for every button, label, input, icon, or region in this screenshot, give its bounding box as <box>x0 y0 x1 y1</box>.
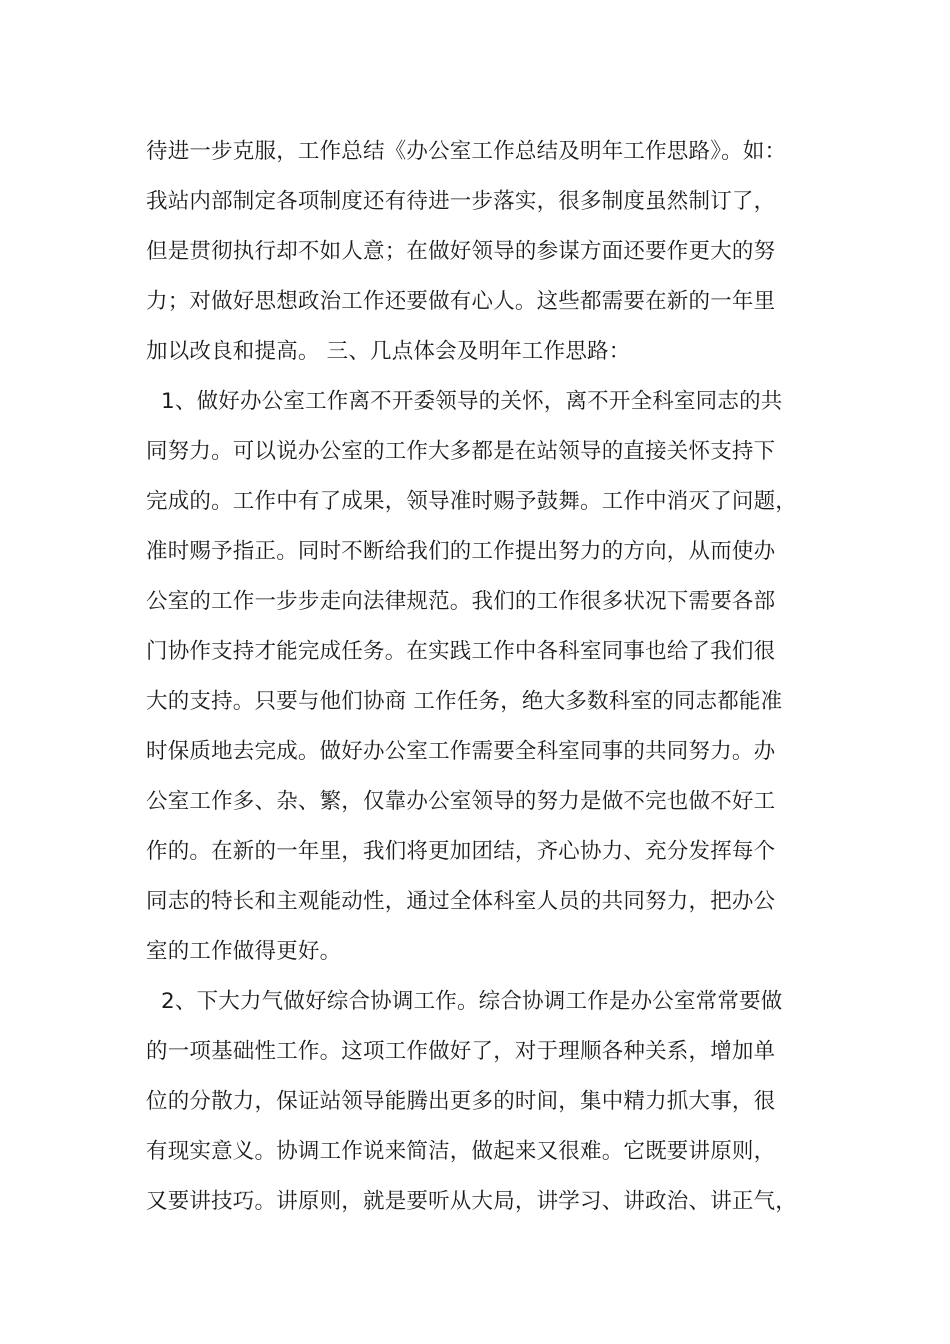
text-line: 公室工作多、杂、繁，仅靠办公室领导的努力是做不完也做不好工 <box>146 789 776 814</box>
text-line: 1、做好办公室工作离不开委领导的关怀，离不开全科室同志的共 <box>161 389 783 414</box>
text-line: 室的工作做得更好。 <box>146 939 342 964</box>
text-line: 同努力。可以说办公室的工作大多都是在站领导的直接关怀支持下 <box>146 439 776 464</box>
text-line: 加以改良和提高。 三、几点体会及明年工作思路： <box>146 339 631 364</box>
text-line: 作的。在新的一年里，我们将更加团结，齐心协力、充分发挥每个 <box>146 839 776 864</box>
text-line: 公室的工作一步步走向法律规范。我们的工作很多状况下需要各部 <box>146 589 776 614</box>
text-line: 门协作支持才能完成任务。在实践工作中各科室同事也给了我们很 <box>146 639 776 664</box>
text-line: 位的分散力，保证站领导能腾出更多的时间，集中精力抓大事，很 <box>146 1089 776 1114</box>
text-line: 力；对做好思想政治工作还要做有心人。这些都需要在新的一年里 <box>146 289 776 314</box>
text-line: 但是贯彻执行却不如人意；在做好领导的参谋方面还要作更大的努 <box>146 239 776 264</box>
text-line: 有现实意义。协调工作说来简洁，做起来又很难。它既要讲原则， <box>146 1139 776 1164</box>
text-line: 大的支持。只要与他们协商 工作任务，绝大多数科室的同志都能准 <box>146 689 783 714</box>
text-line: 时保质地去完成。做好办公室工作需要全科室同事的共同努力。办 <box>146 739 776 764</box>
text-line: 我站内部制定各项制度还有待进一步落实，很多制度虽然制订了， <box>146 189 776 214</box>
text-line: 2、下大力气做好综合协调工作。综合协调工作是办公室常常要做 <box>161 989 783 1014</box>
text-line: 同志的特长和主观能动性，通过全体科室人员的共同努力，把办公 <box>146 889 776 914</box>
text-line: 的一项基础性工作。这项工作做好了，对于理顺各种关系，增加单 <box>146 1039 776 1064</box>
text-line: 准时赐予指正。同时不断给我们的工作提出努力的方向，从而使办 <box>146 539 776 564</box>
text-line: 待进一步克服，工作总结《办公室工作总结及明年工作思路》。如： <box>146 139 787 164</box>
text-line: 又要讲技巧。讲原则，就是要听从大局，讲学习、讲政治、讲正气， <box>146 1189 798 1214</box>
text-line: 完成的。工作中有了成果，领导准时赐予鼓舞。工作中消灭了问题， <box>146 489 798 514</box>
